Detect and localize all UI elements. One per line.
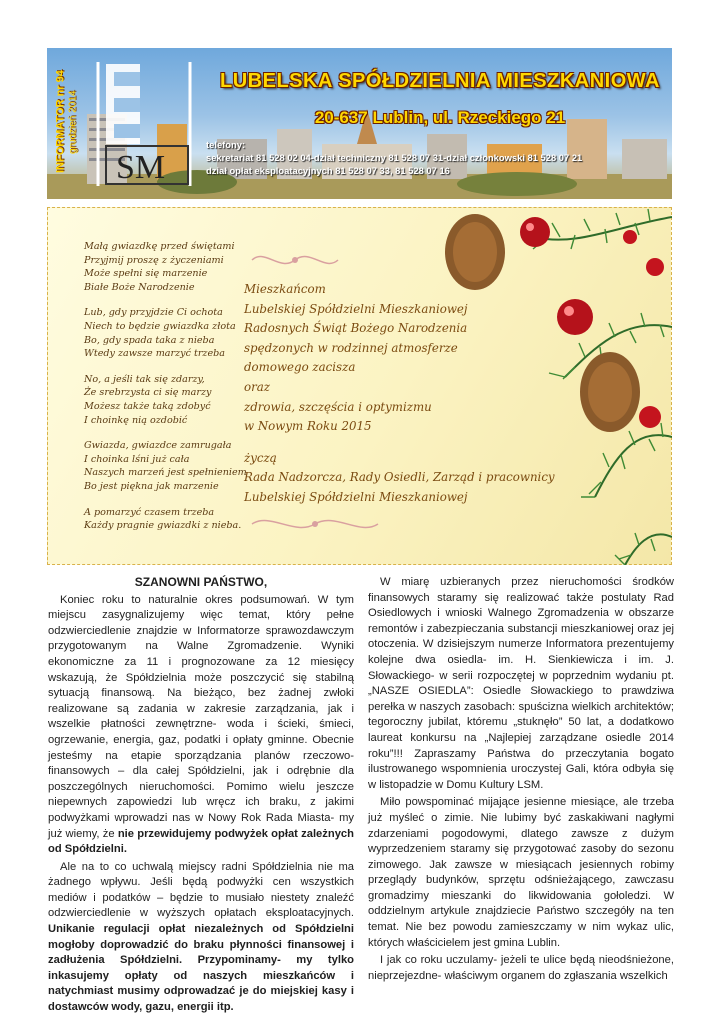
article-column-right [368,575,674,986]
paragraph-bold-text: nie przewidujemy podwyżek opłat zależnych od Spółdzielni. [48,827,354,856]
poem-line: Że srebrzysta ci się marzy [84,387,212,399]
christmas-poem [84,240,247,545]
issue-date: grudzień 2014 [67,90,79,154]
greeting-line: Lubelskiej Spółdzielni Mieszkaniowej [244,301,468,316]
poem-stanza [84,506,244,533]
article-heading: SZANOWNI PAŃSTWO, [134,575,268,589]
paragraph-text: Ale na to co uchwalą miejscy radni Spółdzielnia nie ma żadnego wpływu. Jeśli będą podwyżki cen wszystkich mediów i podatków – będzie to musiało niestety znaleźć odzwierciedlenie w wyższych opłatach eksploatacyjnych. [48,860,354,920]
poem-line: I choinkę nią ozdobić [84,414,188,426]
poem-line: Każdy pragnie gwiazdki z nieba. [84,520,242,532]
poem-line: Małą gwiazdkę przed świętami [84,241,235,252]
poem-line: Lub, gdy przyjdzie Ci ochota [84,307,223,319]
cooperative-name: LUBELSKA SPÓŁDZIELNIA MIESZKANIOWA [220,70,660,92]
flourish-ornament-top [250,248,340,272]
issue-label [52,48,82,196]
article-paragraph: Miło powspominać mijające jesienne miesiące, ale trzeba już myśleć o zimie. Nie lubimy być zaskakiwani nagłymi zdarzeniami pogodowymi, dlatego zawsze z dużym wyprzedzeniem staramy się przygotować zasoby do sezonu zimowego. Jak zawsze w miesiącach jesiennych robimy przeglądy budynków, sprzętu odśnieżającego, zawczasu gromadzimy mieszanki do likwidowania gołoledzi. W oddzielnym artykule znajdziecie Państwo szczegóły na ten temat. Nie bez powodu zamieszczamy w nim wykaz ulic, których właścicielem jest gmina Lublin. [368,796,674,949]
article-column-left [48,575,354,1018]
greeting-line: Radosnych Świąt Bożego Narodzenia [244,321,468,336]
poem-line: Białe Boże Narodzenie [84,281,195,293]
greeting-line: Rada Nadzorcza, Rady Osiedli, Zarząd i pracownicy [244,470,555,485]
greeting-line: Mieszkańcom [244,282,326,296]
greeting-line: domowego zacisza [244,360,356,375]
poem-line: A pomarzyć czasem trzeba [84,506,215,518]
poem-line: Możesz także taką zdobyć [84,400,211,412]
phones-line-2: dział opłat eksploatacyjnych 81 528 07 33, 81 528 07 16 [206,165,450,176]
poem-line: Naszych marzeń jest spełnieniem [84,467,247,479]
phone-numbers [206,138,670,177]
poem-stanza [84,240,244,294]
greeting-line: w Nowym Roku 2015 [244,419,372,434]
greeting-line: życzą [244,450,277,465]
article-paragraph [48,593,354,858]
poem-line: Bo, gdy spada taka z nieba [84,334,215,346]
poem-line: Bo jest piękna jak marzenie [84,480,219,492]
paragraph-text: Koniec roku to naturalnie okres podsumowań. W tym miejscu zasygnalizujemy więc temat, który pełne odzwierciedlenie znajdzie w Informatorze sprawozdawczym przygotowanym na Walne Zgromadzenie. Wyniki ekonomiczne za 11 i prognozowane za 12 miesięcy wskazują, że Spółdzielnia może poszczycić się stabilną sytuacją finansową. Na bieżąco, bez żadnej zwłoki realizowane są zadania w zakresie zarządzania, jak i wszelkie płatności zewnętrzne- woda i ścieki, śmieci, ogrzewanie, energia, gaz, podatki i opłaty gminne. Obecnie jesteśmy na etapie sporządzania planów rzeczowo-finansowych – dla całej Spółdzielni, jak i odrębnie dla poszczególnych nieruchomości. Pomimo wielu jeszcze niepewnych zapowiedzi lub wręcz ich braku, z jakimi podwyżkami wprowadzi nas w Nowy Rok Rada Miasta- my już wiemy, że [48,593,354,840]
lsm-logo [96,60,192,188]
article-paragraph: W miarę uzbieranych przez nieruchomości środków finansowych staramy się realizować także postulaty Rad Osiedlowych i wnioski Walnego Zgromadzenia w obszarze remontów i zabezpieczania substancji mieszkaniowej oraz jej otoczenia. W dzisiejszym numerze Informatora prezentujemy kolejne dwa osiedla- im. H. Sienkiewicza i im. J. Słowackiego- w serii rozpoczętej w poprzednim wydaniu pt.„NASZE OSIEDLA”: Osiedle Słowackiego to prawdziwa perełka w naszych zasobach: spuścizna wielkich architektów; tegoroczny jubilat, któremu „stuknęło” 50 lat, a dodatkowo laureat konkursu na „Najlepiej zarządzane osiedle 2014 roku”!!! Zapraszamy Państwa do przeczytania bogato ilustrowanego wspomnienia uroczystej Gali, która odbyła się w listopadzie w Domu Kultury LSM. [368,576,674,791]
phones-label: telefony: [206,139,246,150]
greeting-line: oraz [244,379,270,394]
poem-line: Niech to będzie gwiazdka złota [84,320,236,332]
greeting-line: spędzonych w rodzinnej atmosferze [244,340,458,355]
address: 20-637 Lublin, ul. Rzeckiego 21 [314,108,566,127]
article-paragraph: I jak co roku uczulamy- jeżeli te ulice będą nieodśnieżone, nieprzejezdne- właściwym organem do zgłaszania wszelkich [368,954,674,982]
paragraph-bold-text: Unikanie regulacji opłat niezależnych od Spółdzielni mogłoby doprowadzić do braku płynności finansowej i zadłużenia Spółdzielni. Przypominamy- my tylko inkasujemy opłaty od naszych mieszkańców i natychmiast musimy odprowadzać je do miejskiej kasy i dostawców wody, gazu, energii itp. [48,923,354,1014]
poem-line: Wtedy zawsze marzyć trzeba [84,348,226,360]
issue-number: INFORMATOR nr 94 [54,70,67,174]
poem-line: Gwiazda, gwiazdce zamrugała [84,440,232,452]
greeting-line: Lubelskiej Spółdzielni Mieszkaniowej [244,489,468,504]
poem-line: Przyjmij proszę z życzeniami [84,254,224,266]
poem-line: Może spełni się marzenie [84,268,208,280]
poem-stanza [84,373,244,427]
phones-line-1: sekretariat 81 528 02 04-dział techniczny 81 528 07 31-dział członkowski 81 528 07 21 [206,152,583,163]
poem-line: I choinka lśni już cała [84,453,190,465]
article-paragraph [48,860,354,1016]
svg-text:SM: SM [116,149,166,186]
greeting-line: zdrowia, szczęścia i optymizmu [244,399,432,414]
poem-stanza [84,306,244,360]
season-greetings [244,280,594,508]
poem-stanza [84,439,247,493]
flourish-ornament-bottom [250,512,380,536]
poem-line: No, a jeśli tak się zdarzy, [84,373,205,385]
